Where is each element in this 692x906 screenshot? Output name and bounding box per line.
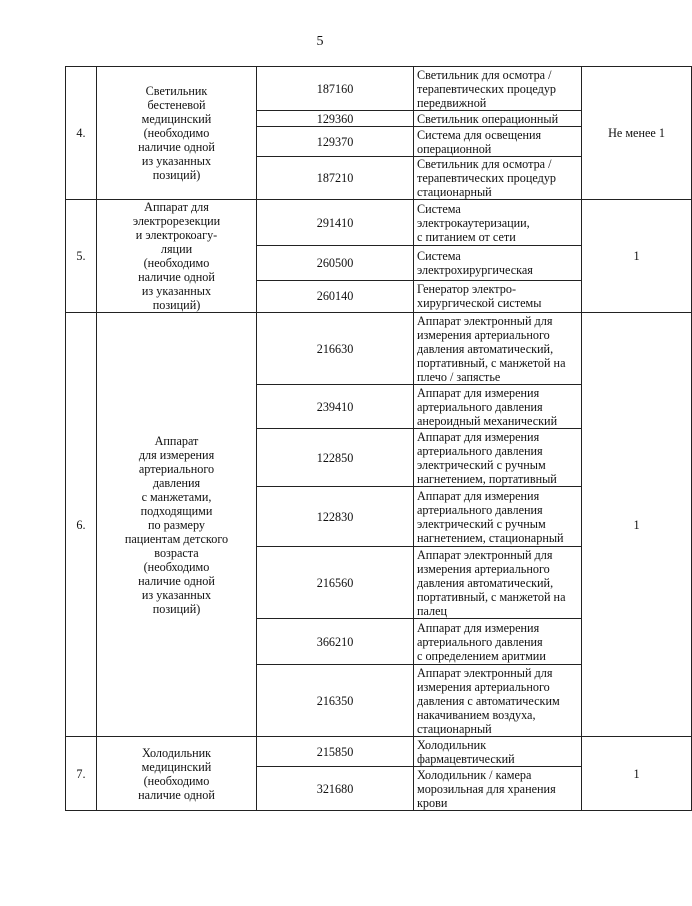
equipment-table bbox=[65, 66, 692, 811]
item-description-line: электрокаутеризации, bbox=[417, 215, 530, 230]
item-description-line: Аппарат для измерения bbox=[417, 385, 540, 400]
item-description bbox=[414, 111, 582, 127]
item-description-line: крови bbox=[417, 795, 448, 810]
equipment-name-line: давления bbox=[152, 475, 201, 490]
quantity: Не менее 1 bbox=[582, 67, 692, 200]
item-description-line: фармацевтический bbox=[417, 751, 515, 766]
item-description-line: плечо / запястье bbox=[417, 369, 501, 384]
row-number: 6. bbox=[66, 313, 97, 737]
item-description bbox=[414, 547, 582, 619]
item-description bbox=[414, 737, 582, 767]
item-description-line: измерения артериального bbox=[417, 679, 550, 694]
row-number: 4. bbox=[66, 67, 97, 200]
equipment-name-line: из указанных bbox=[141, 587, 212, 602]
equipment-name-line: из указанных bbox=[141, 154, 212, 168]
item-description-line: портативный, с манжетой на bbox=[417, 355, 566, 370]
item-description-line: Аппарат для измерения bbox=[417, 620, 540, 635]
item-description-line: морозильная для хранения bbox=[417, 781, 556, 796]
equipment-name-line: ляции bbox=[160, 242, 193, 256]
item-description bbox=[414, 246, 582, 280]
item-description-line: Светильник для осмотра / bbox=[417, 67, 552, 82]
item-description-line: измерения артериального bbox=[417, 327, 550, 342]
item-description bbox=[414, 619, 582, 665]
equipment-name-line: подходящими bbox=[140, 503, 213, 518]
item-description-line: Генератор электро- bbox=[417, 282, 517, 297]
equipment-name-line: (необходимо bbox=[143, 773, 210, 788]
item-description-line: Аппарат для измерения bbox=[417, 488, 540, 503]
item-description-line: операционной bbox=[417, 141, 492, 156]
table-row bbox=[66, 200, 692, 246]
item-description-line: нагнетением, портативный bbox=[417, 471, 557, 486]
item-description-line: Светильник операционный bbox=[417, 111, 559, 126]
equipment-name-line: для измерения bbox=[138, 447, 215, 462]
equipment-name-line: возраста bbox=[154, 545, 199, 560]
item-description-line: давления автоматический, bbox=[417, 575, 554, 590]
item-code: 187160 bbox=[257, 67, 414, 111]
item-description-line: Система bbox=[417, 201, 461, 216]
item-description-line: Светильник для осмотра / bbox=[417, 157, 552, 171]
item-description-line: электрический с ручным bbox=[417, 516, 546, 531]
item-description-line: с определением аритмии bbox=[417, 648, 546, 663]
table-row bbox=[66, 737, 692, 767]
item-description-line: стационарный bbox=[417, 185, 492, 199]
item-description-line: палец bbox=[417, 603, 448, 618]
equipment-name-line: и электрокоагу- bbox=[135, 228, 218, 242]
equipment-name-line: по размеру bbox=[148, 517, 205, 532]
item-description bbox=[414, 385, 582, 429]
item-code: 187210 bbox=[257, 157, 414, 200]
item-description bbox=[414, 487, 582, 547]
item-description-line: Система для освещения bbox=[417, 127, 542, 142]
item-description bbox=[414, 313, 582, 385]
item-code: 239410 bbox=[257, 385, 414, 429]
item-description bbox=[414, 67, 582, 111]
equipment-name-line: из указанных bbox=[141, 284, 212, 298]
quantity: 1 bbox=[582, 737, 692, 811]
equipment-name-line: электрорезекции bbox=[132, 214, 221, 228]
equipment-name-line: медицинский bbox=[141, 759, 212, 774]
row-number: 5. bbox=[66, 200, 97, 313]
equipment-name bbox=[97, 67, 257, 200]
equipment-name-line: пациентам детского bbox=[124, 531, 229, 546]
equipment-name-line: Холодильник bbox=[141, 745, 212, 760]
item-code: 129360 bbox=[257, 111, 414, 127]
equipment-name-line: позиций) bbox=[152, 601, 201, 616]
item-code: 216630 bbox=[257, 313, 414, 385]
equipment-name-line: артериального bbox=[138, 461, 215, 476]
item-description-line: артериального давления bbox=[417, 502, 543, 517]
equipment-name-line: наличие одной bbox=[138, 140, 215, 154]
item-description bbox=[414, 429, 582, 487]
equipment-name-line: Аппарат bbox=[154, 433, 199, 448]
equipment-name-line: наличие одной bbox=[138, 787, 215, 802]
equipment-name-line: наличие одной bbox=[138, 573, 215, 588]
item-code: 129370 bbox=[257, 127, 414, 157]
page-number: 5 bbox=[316, 34, 324, 49]
item-description-line: измерения артериального bbox=[417, 561, 550, 576]
item-description-line: анероидный механический bbox=[417, 413, 558, 428]
equipment-name-line: Аппарат для bbox=[144, 200, 209, 214]
equipment-name bbox=[97, 737, 257, 811]
quantity: 1 bbox=[582, 313, 692, 737]
equipment-name-line: (необходимо bbox=[143, 126, 210, 140]
item-description-line: портативный, с манжетой на bbox=[417, 589, 566, 604]
item-description-line: терапевтических процедур bbox=[417, 171, 557, 185]
item-code: 122850 bbox=[257, 429, 414, 487]
item-description-line: Аппарат электронный для bbox=[417, 547, 553, 562]
item-code: 216560 bbox=[257, 547, 414, 619]
equipment-name bbox=[97, 200, 257, 313]
item-description-line: передвижной bbox=[417, 95, 487, 110]
item-code: 291410 bbox=[257, 200, 414, 246]
equipment-name-line: позиций) bbox=[152, 298, 201, 312]
item-description-line: Аппарат электронный для bbox=[417, 313, 553, 328]
item-code: 366210 bbox=[257, 619, 414, 665]
item-description-line: Холодильник bbox=[417, 737, 487, 752]
equipment-name-line: (необходимо bbox=[143, 256, 210, 270]
item-description bbox=[414, 665, 582, 737]
item-description bbox=[414, 127, 582, 157]
item-description bbox=[414, 280, 582, 312]
item-code: 215850 bbox=[257, 737, 414, 767]
item-description-line: Аппарат для измерения bbox=[417, 429, 540, 444]
item-description-line: нагнетением, стационарный bbox=[417, 530, 564, 545]
item-description-line: хирургической системы bbox=[417, 296, 542, 311]
equipment-name-line: с манжетами, bbox=[141, 489, 212, 504]
item-description-line: электрохирургическая bbox=[417, 262, 533, 277]
item-description-line: с питанием от сети bbox=[417, 229, 516, 244]
table-row bbox=[66, 313, 692, 385]
item-description-line: терапевтических процедур bbox=[417, 81, 557, 96]
item-code: 260500 bbox=[257, 246, 414, 280]
quantity: 1 bbox=[582, 200, 692, 313]
item-description-line: Аппарат электронный для bbox=[417, 665, 553, 680]
item-description-line: артериального давления bbox=[417, 634, 543, 649]
equipment-name-line: бестеневой bbox=[147, 98, 206, 112]
equipment-name-line: медицинский bbox=[141, 112, 212, 126]
item-description-line: давления с автоматическим bbox=[417, 693, 560, 708]
item-code: 122830 bbox=[257, 487, 414, 547]
item-description bbox=[414, 767, 582, 811]
equipment-name bbox=[97, 313, 257, 737]
equipment-name-line: (необходимо bbox=[143, 559, 210, 574]
item-description-line: Холодильник / камера bbox=[417, 767, 532, 782]
item-code: 260140 bbox=[257, 280, 414, 312]
item-description-line: стационарный bbox=[417, 721, 492, 736]
item-description-line: накачиванием воздуха, bbox=[417, 707, 536, 722]
item-code: 216350 bbox=[257, 665, 414, 737]
equipment-name-line: Светильник bbox=[145, 84, 208, 98]
item-description-line: давления автоматический, bbox=[417, 341, 554, 356]
equipment-name-line: наличие одной bbox=[138, 270, 215, 284]
item-description bbox=[414, 157, 582, 200]
item-description-line: электрический с ручным bbox=[417, 457, 546, 472]
item-description-line: артериального давления bbox=[417, 399, 543, 414]
row-number: 7. bbox=[66, 737, 97, 811]
item-description-line: Система bbox=[417, 248, 461, 263]
item-description-line: артериального давления bbox=[417, 443, 543, 458]
item-code: 321680 bbox=[257, 767, 414, 811]
equipment-name-line: позиций) bbox=[152, 168, 201, 182]
table-row bbox=[66, 67, 692, 111]
item-description bbox=[414, 200, 582, 246]
